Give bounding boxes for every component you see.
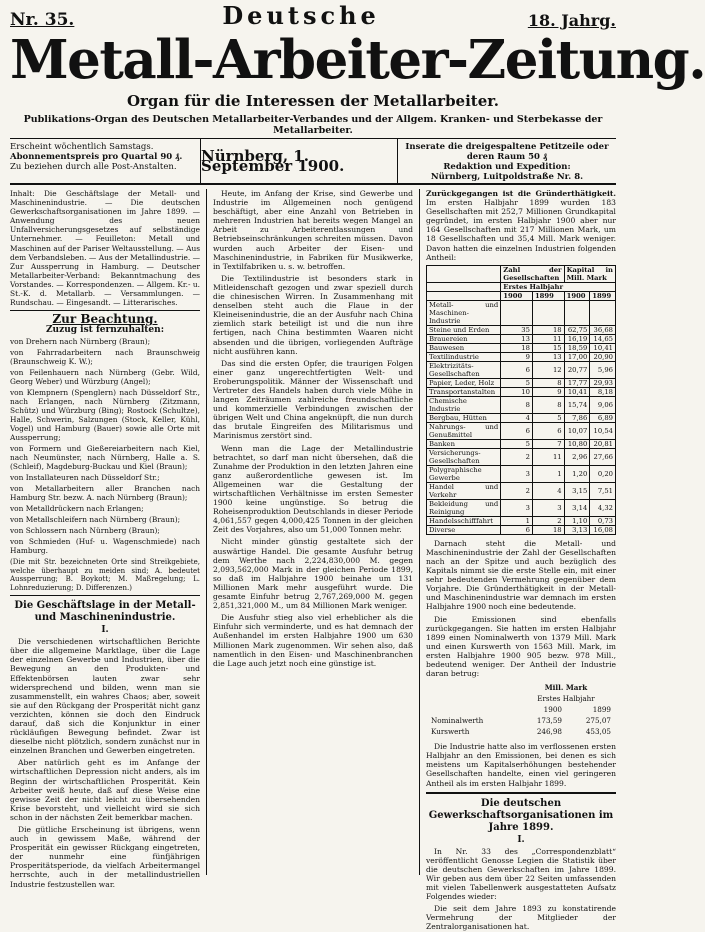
table-cell: 453,05 [585, 727, 611, 737]
table-cell: 7,86 [564, 413, 590, 422]
list-item: von Feilenhauern nach Nürnberg (Gebr. Wild, Georg Weber) und Würzburg (Angel); [10, 368, 200, 387]
paragraph: Nicht minder günstig gestaltete sich der auswärtige Handel. Die gesamte Ausfuhr betrug dem Werthe nach 2,224,830,000 M. gegen 2,093,562,000 Mark in der gleichen Periode 1899, so daß im Halbjahre 1900 beinahe um 131 Millionen Mark mehr ausgeführt wurde. Die gesamte Einfuhr betrug 2,767,269,000 M. gegen 2,851,321,000 M., um 84 Millionen Mark weniger. [213, 537, 413, 611]
table-cell: 10,07 [564, 422, 590, 439]
table-cell: Diverse [427, 525, 501, 534]
table-row [427, 343, 616, 352]
table-header [427, 282, 501, 291]
table-row [427, 482, 616, 499]
table-row [427, 499, 616, 516]
article-columns [10, 189, 616, 932]
table-cell: 10,41 [564, 387, 590, 396]
table-cell: 11 [532, 334, 564, 343]
table-header: 1899 [590, 291, 616, 300]
table-cell: Kurswerth [431, 727, 470, 737]
table-cell: 13 [501, 334, 533, 343]
table-cell: 2,96 [564, 448, 590, 465]
table-cell: 18 [532, 325, 564, 334]
table-cell: 5,96 [590, 361, 616, 378]
table-cell: 1900 [543, 705, 562, 715]
list-item: von Schmieden (Huf- u. Wagenschmiede) nach Hamburg. [10, 537, 200, 556]
info-bar [10, 139, 616, 185]
list-item: von Schlossern nach Nürnberg (Braun); [10, 526, 160, 536]
legend-note: (Die mit Str. bezeichneten Orte sind Streikgebiete, welche überhaupt zu meiden sind; A. bedeutet Aussperrung; B. Boykott; M. Maßregelung; L. Lohnreduzierung; D. Differenzen.) [10, 558, 200, 596]
table-cell: 6 [532, 422, 564, 439]
paragraph: Darnach steht die Metall- und Maschinenindustrie der Zahl der Gesellschaften nach an der Spitze und auch bezüglich des Kapitals nimmt sie die erste Stelle ein, mit einer sehr bedeutenden Vermehrung gegenüber dem Vorjahre. Die Gründerthätigkeit in der Metall- und Maschinenindustrie war demnach im ersten Halbjahre 1900 noch eine bedeutende. [426, 538, 616, 612]
table-row [427, 387, 616, 396]
table-cell: Textilindustrie [427, 352, 501, 361]
table-cell: Nahrungs- und Genußmittel [427, 422, 501, 439]
table-cell: Brauereien [427, 334, 501, 343]
table-cell: Handel und Verkehr [427, 482, 501, 499]
table-cell [428, 705, 516, 714]
list-item: von Fahrradarbeitern nach Braunschweig (Braunschweig K. W.); [10, 348, 200, 367]
table-cell: 2 [501, 482, 533, 499]
table-row [427, 465, 616, 482]
table-cell: 12 [532, 361, 564, 378]
table-cell: 9 [532, 387, 564, 396]
table-cell: 6 [501, 361, 533, 378]
newspaper-title: Metall-Arbeiter-Zeitung. [10, 29, 705, 91]
table-cell: 18,59 [564, 343, 590, 352]
table-cell: Papier, Leder, Holz [427, 378, 501, 387]
paragraph: Die Ausfuhr stieg also viel erheblicher als die Einfuhr sich verminderte, und es hat demnach der Außenhandel im ersten Halbjahre 1900 um 630 Millionen Mark zugenommen. Wir sehen also, daß namentlich in den Eisen- und Maschinenbranchen die Lage auch jetzt noch eine günstige ist. [213, 613, 413, 668]
table-cell: 20,81 [590, 439, 616, 448]
info-line: Zu beziehen durch alle Post-Anstalten. [10, 162, 177, 172]
paragraph: In Nr. 33 des „Correspondenzblatt“ veröffentlicht Genosse Legien die Statistik über die deutschen Gewerkschaften im Jahre 1899. Wir geben aus dem über 22 Seiten umfassenden mit vielen Tabellenwerk ausgestatteten Aufsatz Folgendes wieder: [426, 846, 616, 902]
column-1 [10, 189, 207, 889]
founding-statistics-table [426, 265, 616, 535]
dateline: Nürnberg, 1. September 1900. [201, 139, 398, 183]
table-cell: 1 [532, 465, 564, 482]
table-cell [564, 300, 590, 325]
table-cell: 15 [532, 343, 564, 352]
table-cell: 9 [501, 352, 533, 361]
table-header: Kapital in Mill. Mark [564, 265, 615, 282]
info-line: Erscheint wöchentlich Samstags. [10, 142, 154, 152]
table-cell: 9,06 [590, 396, 616, 413]
table-cell: 36,68 [590, 325, 616, 334]
paragraph: Die seit dem Jahre 1893 zu konstatirende Vermehrung der Mitglieder der Zentralorganisationen hat. [426, 904, 616, 932]
table-cell: Erstes Halbjahr [537, 694, 595, 704]
table-cell: 1899 [592, 705, 611, 715]
table-header-row [427, 265, 616, 282]
table-cell [590, 300, 616, 325]
table-cell: 7,51 [590, 482, 616, 499]
table-cell: 0,73 [590, 516, 616, 525]
table-cell: 8 [532, 378, 564, 387]
table-cell: 4 [501, 413, 533, 422]
table-header [427, 291, 501, 300]
paragraph: Die verschiedenen wirtschaftlichen Berichte über die allgemeine Marktlage, über die Lage der einzelnen Gewerbe und Industrien, über die Bewegung an den Produkten- und Effektenbörsen lauten zwar sehr widersprechend und bilden, wenn man sie zusammenstellt, ein wahres Chaos; aber, soweit sie auf den Rückgang der Prosperität nicht ganz verzichten, können sie doch den Eindruck darauf, daß sich die Konjunktur in einer rückläufigen Bewegung befindet. Zwar ist dieselbe nicht plötzlich, sondern zunächst nur in einzelnen Branchen und Gewerben eingetreten. [10, 637, 200, 756]
table-cell: Banken [427, 439, 501, 448]
table-cell: 16,19 [564, 334, 590, 343]
article-section-number: I. [517, 834, 525, 845]
table-cell: Bergbau, Hütten [427, 413, 501, 422]
table-cell: 6,89 [590, 413, 616, 422]
table-row [428, 705, 614, 714]
list-item: von Klempnern (Spenglern) nach Düsseldorf Str., nach Erlangen, nach Nürnberg (Zitzmann, Schütz) und Würzburg (Bing); Rostock (Schultze), Halle, Schwerin, Salzungen (Stock, Keller, Kühl, Vogel) und Hamburg (Bauer) sowie alle Orte mit Aussperrung; [10, 388, 200, 443]
notice-title: Zur Beachtung. [52, 312, 158, 327]
table-cell: 4,32 [590, 499, 616, 516]
table-cell: 6 [501, 422, 533, 439]
table-cell: Polygraphische Gewerbe [427, 465, 501, 482]
table-cell: Metall- und Maschinen-Industrie [427, 300, 501, 325]
table-cell: Bekleidung und Reinigung [427, 499, 501, 516]
table-header-row [427, 282, 616, 291]
masthead-top [10, 1, 616, 30]
table-cell [428, 683, 516, 692]
table-cell: 27,66 [590, 448, 616, 465]
section-lead-text: Im ersten Halbjahr 1899 wurden 183 Gesellschaften mit 252,7 Millionen Grundkapital gegründet, im ersten Halbjahr 1900 aber nur 164 Gesellschaften mit 217 Millionen Mark, um 18 Gesellschaften und 35,4 Mill. Mark weniger. Davon hatten die einzelnen Industrien folgenden Antheil: [426, 198, 616, 262]
table-row [427, 448, 616, 465]
column-2 [207, 189, 420, 875]
table-cell: 3,14 [564, 499, 590, 516]
section-lead-title: Zurückgegangen ist die Gründerthätigkeit. [426, 189, 616, 198]
table-cell [428, 694, 516, 703]
table-cell [532, 300, 564, 325]
table-cell: Elektrizitäts-Gesellschaften [427, 361, 501, 378]
issue-number: Nr. 35. [10, 10, 75, 30]
table-cell: 62,75 [564, 325, 590, 334]
table-cell: 35 [501, 325, 533, 334]
table-cell: 18 [501, 343, 533, 352]
table-row [427, 439, 616, 448]
column-3 [420, 189, 616, 932]
table-cell: 10 [501, 387, 533, 396]
newspaper-subtitle: Organ für die Interessen der Metallarbeiter. [126, 92, 500, 110]
table-cell: 0,20 [590, 465, 616, 482]
table-row [427, 422, 616, 439]
table-cell: 13 [532, 352, 564, 361]
table-row [427, 396, 616, 413]
table-row [427, 352, 616, 361]
table-of-contents: Inhalt: Die Geschäftslage der Metall- und Maschinenindustrie. — Die deutschen Gewerkschaftsorganisationen im Jahre 1899. — Anwendung des neuen Unfallversicherungsgesetzes auf selbständige Unternehmer. — Feuilleton: Metall und Maschinen auf der Pariser Weltausstellung. — Aus dem Verbandsleben. — Aus der Metallindustrie. — Zur Aussperrung in Hamburg. — Deutscher Metallarbeiter-Verband: Bekanntmachung des Vorstandes. — Korrespondenzen. — Allgem. Kr.- u. St.-K. d. Metallarb. — Versammlungen. — Rundschau. — Eingesandt. — Litterarisches. [10, 189, 200, 311]
table-header: Zahl der Gesellschaften [501, 265, 564, 282]
table-cell: 246,98 [536, 727, 562, 737]
table-cell: 7 [532, 439, 564, 448]
table-cell: 173,59 [536, 716, 562, 726]
table-cell: 1,20 [564, 465, 590, 482]
table-cell: 8 [501, 396, 533, 413]
paragraph: Die Emissionen sind ebenfalls zurückgegangen. Sie hatten im ersten Halbjahr 1899 einen Nominalwerth von 1379 Mill. Mark und einen Kurswerth von 1563 Mill. Mark, im ersten Halbjahre 1900 905 bezw. 978 Mill., bedeutend weniger. Der Antheil der Industrie daran betrug: [426, 614, 616, 679]
table-cell: 3 [501, 499, 533, 516]
table-cell: 1 [501, 516, 533, 525]
table-header: 1900 [501, 291, 533, 300]
table-cell: 18 [532, 525, 564, 534]
table-cell: 5 [501, 439, 533, 448]
table-cell: 29,93 [590, 378, 616, 387]
table-cell: 10,54 [590, 422, 616, 439]
table-row [428, 727, 614, 736]
table-body [427, 300, 616, 534]
section-lead [426, 189, 616, 262]
table-cell: 2 [532, 516, 564, 525]
table-row [427, 361, 616, 378]
divider [426, 792, 616, 794]
table-cell: 17,77 [564, 378, 590, 387]
table-cell: Steine und Erden [427, 325, 501, 334]
table-cell: 3 [532, 499, 564, 516]
paragraph: Heute, im Anfang der Krise, sind Gewerbe und Industrie im Allgemeinen noch genügend beschäftigt, aber eine Anzahl von Betrieben in mehreren Industrien hat bereits wegen Mangel an Arbeit zu Arbeiterentlassungen und Betriebseinschränkungen schreiten müssen. Davon wurden auch Arbeiter der Eisen- und Maschinenindustrie, in Fabriken für Musikwerke, in Textilfabriken u. s. w. betroffen. [213, 189, 413, 271]
table-cell: 14,65 [590, 334, 616, 343]
table-cell: 10,41 [590, 343, 616, 352]
table-row [427, 300, 616, 325]
table-cell: Handelsschifffahrt [427, 516, 501, 525]
paragraph: Das sind die ersten Opfer, die traurigen Folgen einer ganz ungerechtfertigten Welt- und Eroberungspolitik. Männer der Wissenschaft und Vertreter des Handels haben durch viele Mühe in langen Zeiträumen zahlreiche freundschaftliche und kommerzielle Verbindungen zwischen der übrigen Welt und China angeknüpft, die nun durch das brutale Eingreifen des Militarismus und Marinismus zerstört sind. [213, 358, 413, 441]
notice-subtitle: Zuzug ist fernzuhalten: [45, 325, 165, 336]
table-cell: Bauwesen [427, 343, 501, 352]
volume-year: 18. Jahrg. [527, 11, 616, 30]
table-cell: 20,77 [564, 361, 590, 378]
advert-info [398, 139, 616, 183]
table-cell: 1,10 [564, 516, 590, 525]
paragraph: Die Textilindustrie ist besonders stark in Mitleidenschaft gezogen und zwar speziell durch die chinesischen Wirren. In Zusammenhang mit denselben steht auch die Flaue in der Kleineisenindustrie, die an der Ausfuhr nach China ziemlich stark beteiligt ist und die nun ihre fertigen, nach China bestimmten Waaren nicht absenden und die übrigen, vorliegenden Aufträge nicht ausführen kann. [213, 273, 413, 356]
table-header [427, 265, 501, 282]
info-line: Nürnberg, Luitpoldstraße Nr. 8. [430, 172, 584, 182]
table-row [427, 413, 616, 422]
table-row [428, 694, 614, 703]
table-cell: 275,07 [585, 716, 611, 726]
table-cell: Chemische Industrie [427, 396, 501, 413]
table-cell: 15,74 [564, 396, 590, 413]
table-cell: 20,90 [590, 352, 616, 361]
list-item: von Metalldrückern nach Erlangen; [10, 504, 144, 514]
article-title: Die Geschäftslage in der Metall- und Maschinenindustrie. [14, 600, 196, 624]
table-row [427, 334, 616, 343]
list-item: von Drehern nach Nürnberg (Braun); [10, 337, 151, 347]
table-header: 1900 [564, 291, 590, 300]
table-cell: 3,15 [564, 482, 590, 499]
info-line: Abonnementspreis pro Quartal 90 ₰. [10, 152, 183, 162]
table-cell: 10,80 [564, 439, 590, 448]
table-cell: 2 [501, 448, 533, 465]
table-cell: 16,08 [590, 525, 616, 534]
table-cell: 11 [532, 448, 564, 465]
table-cell: 3,13 [564, 525, 590, 534]
table-cell: 4 [532, 482, 564, 499]
paragraph: Die Industrie hatte also im verflossenen ersten Halbjahr an den Emissionen, bei denen es sich meistens um Kapitalserhöhungen bestehender Gesellschaften handelte, einen viel geringeren Antheil als im ersten Halbjahr 1899. [426, 742, 616, 788]
table-header: 1899 [532, 291, 564, 300]
table-cell [501, 300, 533, 325]
publication-line: Publikations-Organ des Deutschen Metallarbeiter-Verbandes und der Allgem. Kranken- und Sterbekasse der Metallarbeiter. [10, 112, 616, 139]
table-cell: 8 [532, 396, 564, 413]
emissions-table [426, 681, 616, 738]
table-header-row [427, 291, 616, 300]
table-row [428, 716, 614, 725]
table-row [427, 516, 616, 525]
table-row [428, 683, 614, 692]
table-cell: 6 [501, 525, 533, 534]
paragraph: Aber natürlich geht es im Anfange der wirtschaftlichen Depression nicht anders, als im Beginn der wirtschaftlichen Prosperität. Kein Arbeiter weiß heute, daß auf diese Weise eine gewisse Zeit der nicht leicht zu übersehenden Krise bevorsteht, und vielleicht wird sie sich schon in der nächsten Zeit bemerkbar machen. [10, 758, 200, 822]
article-section-number: I. [101, 625, 109, 636]
article-title: Die deutschen Gewerkschaftsorganisationen im Jahre 1899. [428, 797, 614, 833]
table-row [427, 378, 616, 387]
table-cell: 8,18 [590, 387, 616, 396]
list-item: von Metallarbeitern aller Branchen nach Hamburg Str. bezw. A. nach Nürnberg (Braun); [10, 484, 200, 503]
subscription-info [10, 139, 201, 183]
info-line: Redaktion und Expedition: [443, 162, 571, 172]
list-item: von Formern und Gießereiarbeitern nach Kiel, nach Neumünster, nach Nürnberg, Halle a. S. (Schleif), Magdeburg-Buckau und Kiel (Braun); [10, 444, 200, 472]
info-line: Inserate die dreigespaltene Petitzeile oder deren Raum 50 ₰ [405, 142, 609, 162]
paragraph: Wenn man die Lage der Metallindustrie betrachtet, so darf man nicht übersehen, daß die Zunahme der Produktion in den letzten Jahren eine ganz außerordentliche gewesen ist. Im Allgemeinen war die Gestaltung der wirtschaftlichen Verhältnisse im ersten Semester 1900 keine ungünstige. So betrug die Roheisenproduktion Deutschlands in dieser Periode 4,061,557 gegen 4,000,425 Tonnen in der gleichen Zeit des Vorjahres, also um 51,000 Tonnen mehr. [213, 443, 413, 535]
strike-list [10, 337, 200, 555]
table-row [427, 525, 616, 534]
table-cell: 5 [501, 378, 533, 387]
table-cell: 17,00 [564, 352, 590, 361]
table-cell: Versicherungs-Gesellschaften [427, 448, 501, 465]
table-row [427, 325, 616, 334]
table-cell: Nominalwerth [431, 716, 484, 726]
table-cell: 5 [532, 413, 564, 422]
paragraph: Die gütliche Erscheinung ist übrigens, wenn auch in gewissem Maße, während der Prosperität ein gewisser Rückgang eingetreten, der nunmehr eine fünfjährigen Prosperitätsperiode, da vielfach Arbeitermangel herrschte, auch in der metallindustriellen Industrie festzustellen war. [10, 825, 200, 889]
table-cell: Transportanstalten [427, 387, 501, 396]
table-cell: 3 [501, 465, 533, 482]
table-cell: Mill. Mark [544, 683, 588, 693]
list-item: von Metallschleifern nach Nürnberg (Braun); [10, 515, 181, 525]
table-header: Erstes Halbjahr [501, 282, 616, 291]
list-item: von Installateuren nach Düsseldorf Str.; [10, 473, 160, 483]
masthead-kicker: Deutsche [222, 1, 380, 30]
